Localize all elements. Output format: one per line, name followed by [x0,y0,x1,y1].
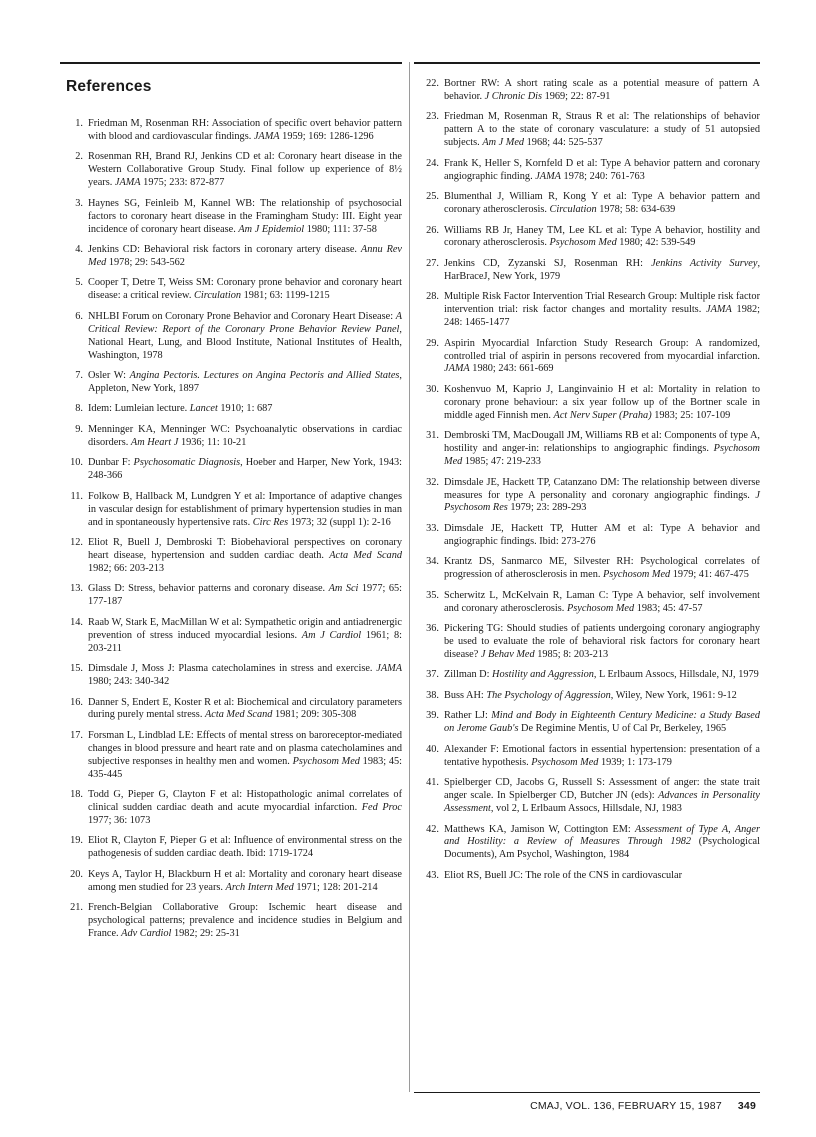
reference-text: 1978; 58: 634-639 [596,204,676,216]
reference-title-italic: Am J Cardiol [301,629,362,641]
reference-text: Friedman M, Rosenman R, Straus R et al: The relationships of behavior pattern A to the state of coronary vasculature: a study of 51 autopsied subjects. [444,111,760,149]
reference-text: 1980; 243: 661-669 [469,363,554,375]
reference-text: Matthews KA, Jamison W, Cottington EM: [444,823,636,835]
top-rule-right [414,62,760,64]
reference-text: 1978; 29: 543-562 [106,256,185,268]
reference-entry [422,744,760,770]
reference-text: Folkow B, Hallback M, Lundgren Y et al: Importance of adaptive changes in vascular design for establishment of primary hypertension studies in man and in spontaneously hypertensive rats. [88,490,402,528]
reference-entry [422,556,760,582]
reference-title-italic: Mind and Body in Eighteenth Century Medicine: a Study Based on Jerome Gaub's [444,710,760,735]
reference-number: 22. [426,78,439,89]
reference-title-italic: Psychosom Med [549,237,617,249]
reference-title-italic: Psychosomatic Diagnosis [133,457,241,469]
reference-text: De Regimine Mentis, U of Cal Pr, Berkeley, 1965 [518,723,727,735]
reference-number: 16. [70,696,83,708]
reference-text: Blumenthal J, William R, Kong Y et al: Type A behavior pattern and coronary atherosclerosis. [444,191,760,216]
reference-text: Bortner RW: A short rating scale as a potential measure of pattern A behavior. [444,78,760,102]
reference-number: 25. [426,191,439,203]
reference-text: 1983; 25: 107-109 [651,409,731,421]
reference-text: Pickering TG: Should studies of patients undergoing coronary angiography be used to evaluate the role of behavioral risk factors for coronary heart disease? [444,623,760,660]
reference-text: Spielberger CD, Jacobs G, Russell S: Assessment of anger: the state trait anger scale. In Spielberger CD, Butcher JN (eds): [444,777,760,802]
reference-entry [422,291,760,330]
reference-entry [66,277,402,303]
reference-text: , Appleton, New York, 1897 [88,370,402,394]
reference-entry [66,663,402,689]
reference-number: 12. [70,537,83,549]
reference-title-italic: Hostility and Aggression [492,669,594,681]
reference-number: 34. [426,556,439,568]
reference-title-italic: Angina Pectoris. Lectures on Angina Pectoris and Allied States [129,370,400,382]
reference-number: 19. [70,835,83,847]
reference-title-italic: Assessment of Type A, Anger and Hostility: a Review of Measures Through 1982 [444,823,760,848]
reference-text: Krantz DS, Sanmarco ME, Silvester RH: Psychological correlates of progression of atherosclerosis in men. [444,556,760,581]
reference-text: 1969; 22: 87-91 [542,90,611,102]
reference-text: 1981; 209: 305-308 [272,709,357,721]
reference-entry [66,370,402,396]
reference-title-italic: Adv Cardiol [121,928,172,940]
reference-number: 27. [426,257,439,269]
reference-text: 1983; 45: 47-57 [634,602,703,614]
reference-entry [66,457,402,483]
reference-text: 1983; 45: 435-445 [88,755,402,780]
reference-entry [422,870,760,883]
reference-title-italic: Circulation [549,204,597,216]
reference-text: Forsman L, Lindblad LE: Effects of mental stress on baroreceptor-mediated changes in blood pressure and heart rate and on plasma catecholamines and subjective responses in healthy men and women. [88,729,402,767]
reference-text: 1982; 66: 203-213 [88,562,165,574]
reference-text: Jenkins CD: Behavioral risk factors in coronary artery disease. [88,244,361,256]
reference-title-italic: Advances in Personality Assessment [444,790,760,815]
reference-text: Idem: Lumleian lecture. [88,403,190,415]
reference-number: 39. [426,710,439,722]
reference-title-italic: J Behav Med [480,648,535,660]
reference-text: 1939; 1: 173-179 [598,756,672,768]
reference-text: Keys A, Taylor H, Blackburn H et al: Mortality and coronary heart disease among men studied for 23 years. [88,868,402,893]
reference-number: 9. [75,423,83,435]
reference-title-italic: Arch Intern Med [225,881,294,893]
reference-entry [66,789,402,828]
reference-text: Jenkins CD, Zyzanski SJ, Rosenman RH: [444,257,652,269]
reference-title-italic: Circ Res [252,516,289,528]
reference-number: 2. [75,151,83,163]
reference-entry [66,403,402,416]
reference-entry [66,835,402,861]
reference-title-italic: Circulation [193,290,242,302]
reference-text: , National Heart, Lung, and Blood Institute, National Institutes of Health, Washington, 1978 [88,323,402,361]
reference-title-italic: J Psychosom Res [444,489,760,514]
reference-number: 6. [75,310,83,322]
reference-column-left [66,118,402,949]
reference-text: Todd G, Pieper G, Clayton F et al: Histopathologic animal correlates of clinical sudden cardiac death and acute myocardial infarction. [88,789,402,814]
reference-entry [422,690,760,703]
references-heading: References [66,78,152,95]
reference-title-italic: Lancet [189,403,218,415]
reference-text: 1959; 169: 1286-1296 [279,130,374,142]
reference-entry [422,384,760,423]
reference-text: , Wiley, New York, 1961: 9-12 [610,689,737,701]
reference-number: 30. [426,383,439,395]
reference-entry [422,590,760,616]
reference-number: 23. [426,111,439,123]
reference-text: 1971; 128: 201-214 [293,881,378,893]
reference-number: 10. [70,457,83,469]
column-divider [409,62,410,1092]
reference-text: Friedman M, Rosenman RH: Association of specific overt behavior pattern with blood and cardiovascular findings. [88,118,402,142]
reference-entry [422,477,760,516]
reference-text: 1982; 29: 25-31 [171,928,240,940]
reference-entry [66,151,402,190]
reference-entry [66,902,402,941]
reference-entry [66,198,402,237]
reference-number: 8. [75,403,83,415]
reference-text: Rather LJ: [444,710,492,722]
reference-number: 28. [426,291,439,303]
reference-text: 1975; 233: 872-877 [140,177,225,189]
reference-text: (Psychological Documents), Am Psychol, Washington, 1984 [444,836,760,861]
reference-number: 17. [70,729,83,741]
reference-title-italic: Annu Rev Med [88,244,402,268]
reference-number: 1. [75,118,83,129]
reference-text: 1981; 63: 1199-1215 [241,290,330,302]
reference-text: Buss AH: [444,689,487,701]
reference-text: Eliot RS, Buell JC: The role of the CNS in cardiovascular [444,869,683,881]
reference-text: Danner S, Endert E, Koster R et al: Biochemical and circulatory parameters during purely mental stress. [88,696,402,721]
reference-entry [422,258,760,284]
reference-number: 15. [70,663,83,675]
reference-text: Osler W: [88,370,130,382]
reference-text: 1968; 44: 525-537 [524,137,603,149]
reference-text: 1979; 41: 467-475 [670,569,749,581]
reference-entry [66,118,402,144]
reference-text: Frank K, Heller S, Kornfeld D et al: Type A behavior pattern and coronary angiographic finding. [444,157,760,182]
reference-title-italic: Am J Med [482,137,525,149]
reference-number: 18. [70,789,83,801]
reference-entry [66,583,402,609]
reference-number: 7. [75,370,83,382]
reference-entry [422,710,760,736]
top-rule-left [60,62,402,64]
reference-entry [422,824,760,863]
reference-number: 40. [426,743,439,755]
reference-title-italic: Am Sci [328,583,359,595]
reference-number: 24. [426,157,439,169]
reference-entry [422,111,760,150]
reference-text: Glass D: Stress, behavior patterns and coronary disease. [88,583,329,595]
reference-entry [422,158,760,184]
reference-text: 1980; 42: 539-549 [616,237,696,249]
reference-number: 5. [75,277,83,289]
reference-text: 1936; 11: 10-21 [178,436,247,448]
reference-entry [66,697,402,723]
reference-text: 1985; 47: 219-233 [462,456,541,468]
reference-title-italic: Am J Epidemiol [238,223,305,235]
reference-text: Eliot R, Buell J, Dembroski T: Biobehavioral perspectives on coronary heart disease, hypertension and sudden cardiac death. [88,537,402,561]
page-number: 349 [737,1100,756,1112]
reference-entry [422,430,760,469]
reference-title-italic: Psychosom Med [531,756,599,768]
reference-text: Dembroski TM, MacDougall JM, Williams RB et al: Components of type A, hostility and anger-in: relationships to angiographic findings. [444,430,760,455]
reference-number: 35. [426,589,439,601]
reference-number: 11. [70,490,83,502]
reference-text: Dimsdale J, Moss J: Plasma catecholamines in stress and exercise. [88,663,377,675]
reference-title-italic: Psychosom Med [292,755,360,767]
reference-title-italic: Jenkins Activity Survey [651,257,758,269]
reference-title-italic: Fed Proc [361,802,403,814]
reference-number: 3. [75,197,83,209]
reference-number: 33. [426,522,439,534]
reference-entry [66,491,402,530]
reference-text: Koshenvuo M, Kaprio J, Langinvainio H et al: Mortality in relation to coronary prone behaviour: a six year follow up of the Bortner scale in middle aged Finnish men. [444,383,760,421]
reference-number: 4. [75,244,83,256]
reference-title-italic: JAMA [444,363,470,375]
reference-text: Eliot R, Clayton F, Pieper G et al: Influence of environmental stress on the pathogenesis of sudden cardiac death. Ibid: 1719-1724 [88,835,402,860]
reference-text: Dimsdale JE, Hackett TP, Hutter AM et al: Type A behavior and angiographic findings. Ibid: 273-276 [444,522,760,547]
reference-text: 1977; 65: 177-187 [88,583,402,608]
reference-text: 1977; 36: 1073 [88,814,151,826]
reference-text: 1980; 243: 340-342 [88,676,170,688]
reference-number: 42. [426,823,439,835]
reference-text: 1980; 111: 37-58 [304,223,377,235]
reference-text: , HarBraceJ, New York, 1979 [444,257,761,282]
reference-text: Dimsdale JE, Hackett TP, Catanzano DM: The relationship between diverse measures for type A personality and coronary angiographic findings. [444,476,760,501]
page-footer [530,1100,756,1112]
reference-entry [66,244,402,270]
reference-title-italic: Am Heart J [130,436,179,448]
reference-entry [66,537,402,576]
reference-text: 1973; 32 (suppl 1): 2-16 [288,516,391,528]
reference-text: French-Belgian Collaborative Group: Ischemic heart disease and psychological patterns; prevalence and incidence studies in Belgium and France. [88,902,402,940]
reference-entry [66,311,402,363]
reference-text: , Hoeber and Harper, New York, 1943: 248-366 [88,457,403,482]
reference-entry [422,623,760,662]
reference-entry [66,424,402,450]
reference-title-italic: JAMA [114,177,141,189]
reference-title-italic: Psychosom Med [603,569,671,581]
reference-text: Multiple Risk Factor Intervention Trial Research Group: Multiple risk factor intervention trial: risk factor changes and mortality results. [444,291,760,316]
reference-entry [422,338,760,377]
reference-title-italic: Acta Med Scand [329,550,402,561]
reference-title-italic: Acta Med Scand [204,709,273,721]
reference-entry [422,777,760,816]
reference-number: 31. [426,430,439,442]
reference-entry [422,191,760,217]
reference-text: Raab W, Stark E, MacMillan W et al: Sympathetic origin and antiadrenergic prevention of stress induced myocardial lesions. [88,616,402,641]
reference-entry [422,669,760,682]
reference-number: 32. [426,476,439,488]
reference-column-right [422,78,760,890]
reference-text: , vol 2, L Erlbaum Assocs, Hillsdale, NJ, 1983 [490,803,682,815]
reference-text: Aspirin Myocardial Infarction Study Research Group: A randomized, controlled trial of aspirin in persons recovered from myocardial infarction. [444,337,760,362]
reference-text: 1979; 23: 289-293 [507,502,587,514]
reference-text: Rosenman RH, Brand RJ, Jenkins CD et al: Coronary heart disease in the Western Collaborative Group Study. Final follow up experience of 8½ years. [88,151,402,189]
reference-text: NHLBI Forum on Coronary Prone Behavior and Coronary Heart Disease: [88,310,396,322]
reference-text: Cooper T, Detre T, Weiss SM: Coronary prone behavior and coronary heart disease: a critical review. [88,277,402,302]
bottom-rule [414,1092,760,1093]
reference-text: Alexander F: Emotional factors in essential hypertension: presentation of a tentative hypothesis. [444,743,760,768]
reference-title-italic: JAMA [706,304,732,316]
reference-title-italic: JAMA [376,663,402,675]
reference-number: 41. [426,777,439,789]
reference-text: Menninger KA, Menninger WC: Psychoanalytic observations in cardiac disorders. [88,423,402,448]
reference-text: Zillman D: [444,669,493,681]
reference-text: Dunbar F: [88,457,134,469]
reference-entry [422,523,760,549]
reference-text: Scherwitz L, McKelvain R, Laman C: Type A behavior, self involvement and coronary atherosclerosis. [444,589,760,614]
reference-text: , L Erlbaum Assocs, Hillsdale, NJ, 1979 [593,669,759,681]
reference-number: 38. [426,689,439,701]
reference-number: 37. [426,669,439,681]
reference-entry [66,869,402,895]
reference-entry [66,617,402,656]
reference-number: 13. [70,583,83,595]
reference-title-italic: Act Nerv Super (Praha) [553,409,652,421]
reference-number: 20. [70,868,83,880]
reference-title-italic: J Chronic Dis [484,90,543,102]
reference-text: 1978; 240: 761-763 [560,170,645,182]
journal-citation: CMAJ, VOL. 136, FEBRUARY 15, 1987 [530,1100,722,1112]
reference-title-italic: JAMA [535,170,561,182]
reference-text: 1961; 8: 203-211 [88,629,402,654]
reference-text: Haynes SG, Feinleib M, Kannel WB: The relationship of psychosocial factors to coronary heart disease in the Framingham Study: III. Eight year incidence of coronary heart disease. [88,197,402,235]
reference-number: 21. [70,902,83,914]
reference-text: 1982; 248: 1465-1477 [444,304,761,329]
reference-number: 26. [426,224,439,236]
reference-title-italic: A Critical Review: Report of the Coronary Prone Behavior Review Panel [88,310,402,335]
reference-text: 1910; 1: 687 [217,403,273,415]
reference-entry [66,730,402,782]
reference-text: Williams RB Jr, Haney TM, Lee KL et al: Type A behavior, hostility and coronary atherosclerosis. [444,224,760,249]
reference-title-italic: JAMA [253,130,280,142]
reference-number: 36. [426,623,439,635]
reference-number: 29. [426,337,439,349]
reference-title-italic: Psychosom Med [444,443,760,468]
reference-title-italic: The Psychology of Aggression [486,689,611,701]
reference-entry [422,225,760,251]
reference-title-italic: Psychosom Med [566,602,635,614]
reference-number: 43. [426,869,439,881]
reference-number: 14. [70,616,83,628]
reference-entry [422,78,760,104]
reference-text: 1985; 8: 203-213 [534,648,609,660]
